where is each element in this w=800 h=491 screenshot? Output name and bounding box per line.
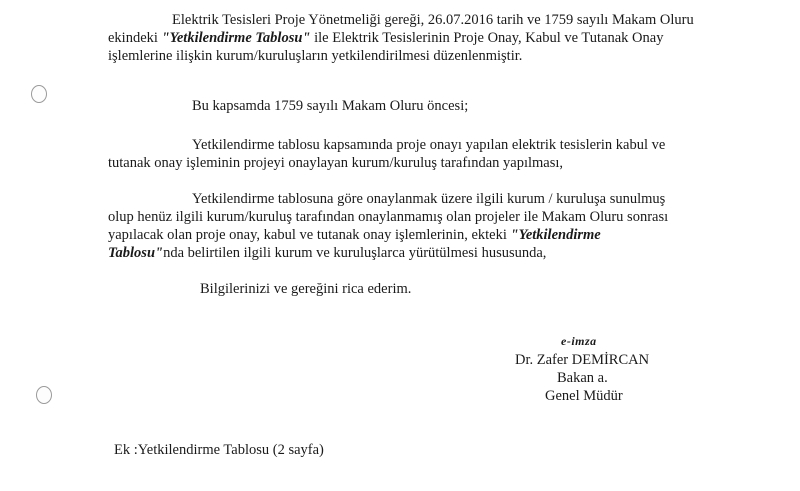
punch-hole-icon bbox=[36, 386, 52, 404]
text-span: ile Elektrik Tesislerinin Proje Onay, Kabul ve Tutanak Onay bbox=[310, 30, 664, 46]
signatory-title-1: Bakan a. bbox=[557, 370, 608, 386]
text-span: ekindeki bbox=[108, 30, 162, 46]
paragraph-1-line-3: işlemlerine ilişkin kurum/kuruluşların yetkilendirilmesi düzenlenmiştir. bbox=[108, 48, 523, 64]
text-span: yapılacak olan proje onay, kabul ve tutanak onay işlemlerinin, ekteki bbox=[108, 227, 511, 243]
punch-hole-icon bbox=[31, 85, 47, 103]
text-span: nda belirtilen ilgili kurum ve kuruluşlarca yürütülmesi hususunda, bbox=[163, 245, 547, 261]
yetkilendirme-tablosu-emphasis: "Yetkilendirme Tablosu" bbox=[161, 30, 311, 46]
paragraph-3-line-1: Yetkilendirme tablosu kapsamında proje onayı yapılan elektrik tesislerin kabul ve bbox=[192, 137, 666, 153]
yetkilendirme-tablosu-emphasis: "Yetkilendirme bbox=[510, 227, 601, 243]
signatory-title-2: Genel Müdür bbox=[545, 388, 623, 404]
paragraph-1-line-2 bbox=[108, 30, 708, 47]
paragraph-4-line-1: Yetkilendirme tablosuna göre onaylanmak üzere ilgili kurum / kuruluşa sunulmuş bbox=[192, 191, 666, 207]
yetkilendirme-tablosu-emphasis: Tablosu" bbox=[108, 245, 164, 261]
attachment-note: Ek :Yetkilendirme Tablosu (2 sayfa) bbox=[114, 442, 324, 458]
paragraph-4-line-2: olup henüz ilgili kurum/kuruluş tarafından onaylanmamış olan projeler ile Makam Oluru sonrası bbox=[108, 209, 669, 225]
closing-request: Bilgilerinizi ve gereğini rica ederim. bbox=[200, 281, 412, 297]
e-imza-label: e-imza bbox=[561, 334, 597, 348]
paragraph-3-line-2: tutanak onay işleminin projeyi onaylayan kurum/kuruluş tarafından yapılması, bbox=[108, 155, 564, 171]
signatory-name: Dr. Zafer DEMİRCAN bbox=[515, 352, 650, 368]
paragraph-4-line-3 bbox=[108, 227, 601, 244]
paragraph-1-line-1: Elektrik Tesisleri Proje Yönetmeliği gereği, 26.07.2016 tarih ve 1759 sayılı Makam Oluru bbox=[172, 12, 694, 28]
paragraph-4-line-4 bbox=[108, 245, 546, 262]
paragraph-2: Bu kapsamda 1759 sayılı Makam Oluru öncesi; bbox=[192, 98, 469, 114]
